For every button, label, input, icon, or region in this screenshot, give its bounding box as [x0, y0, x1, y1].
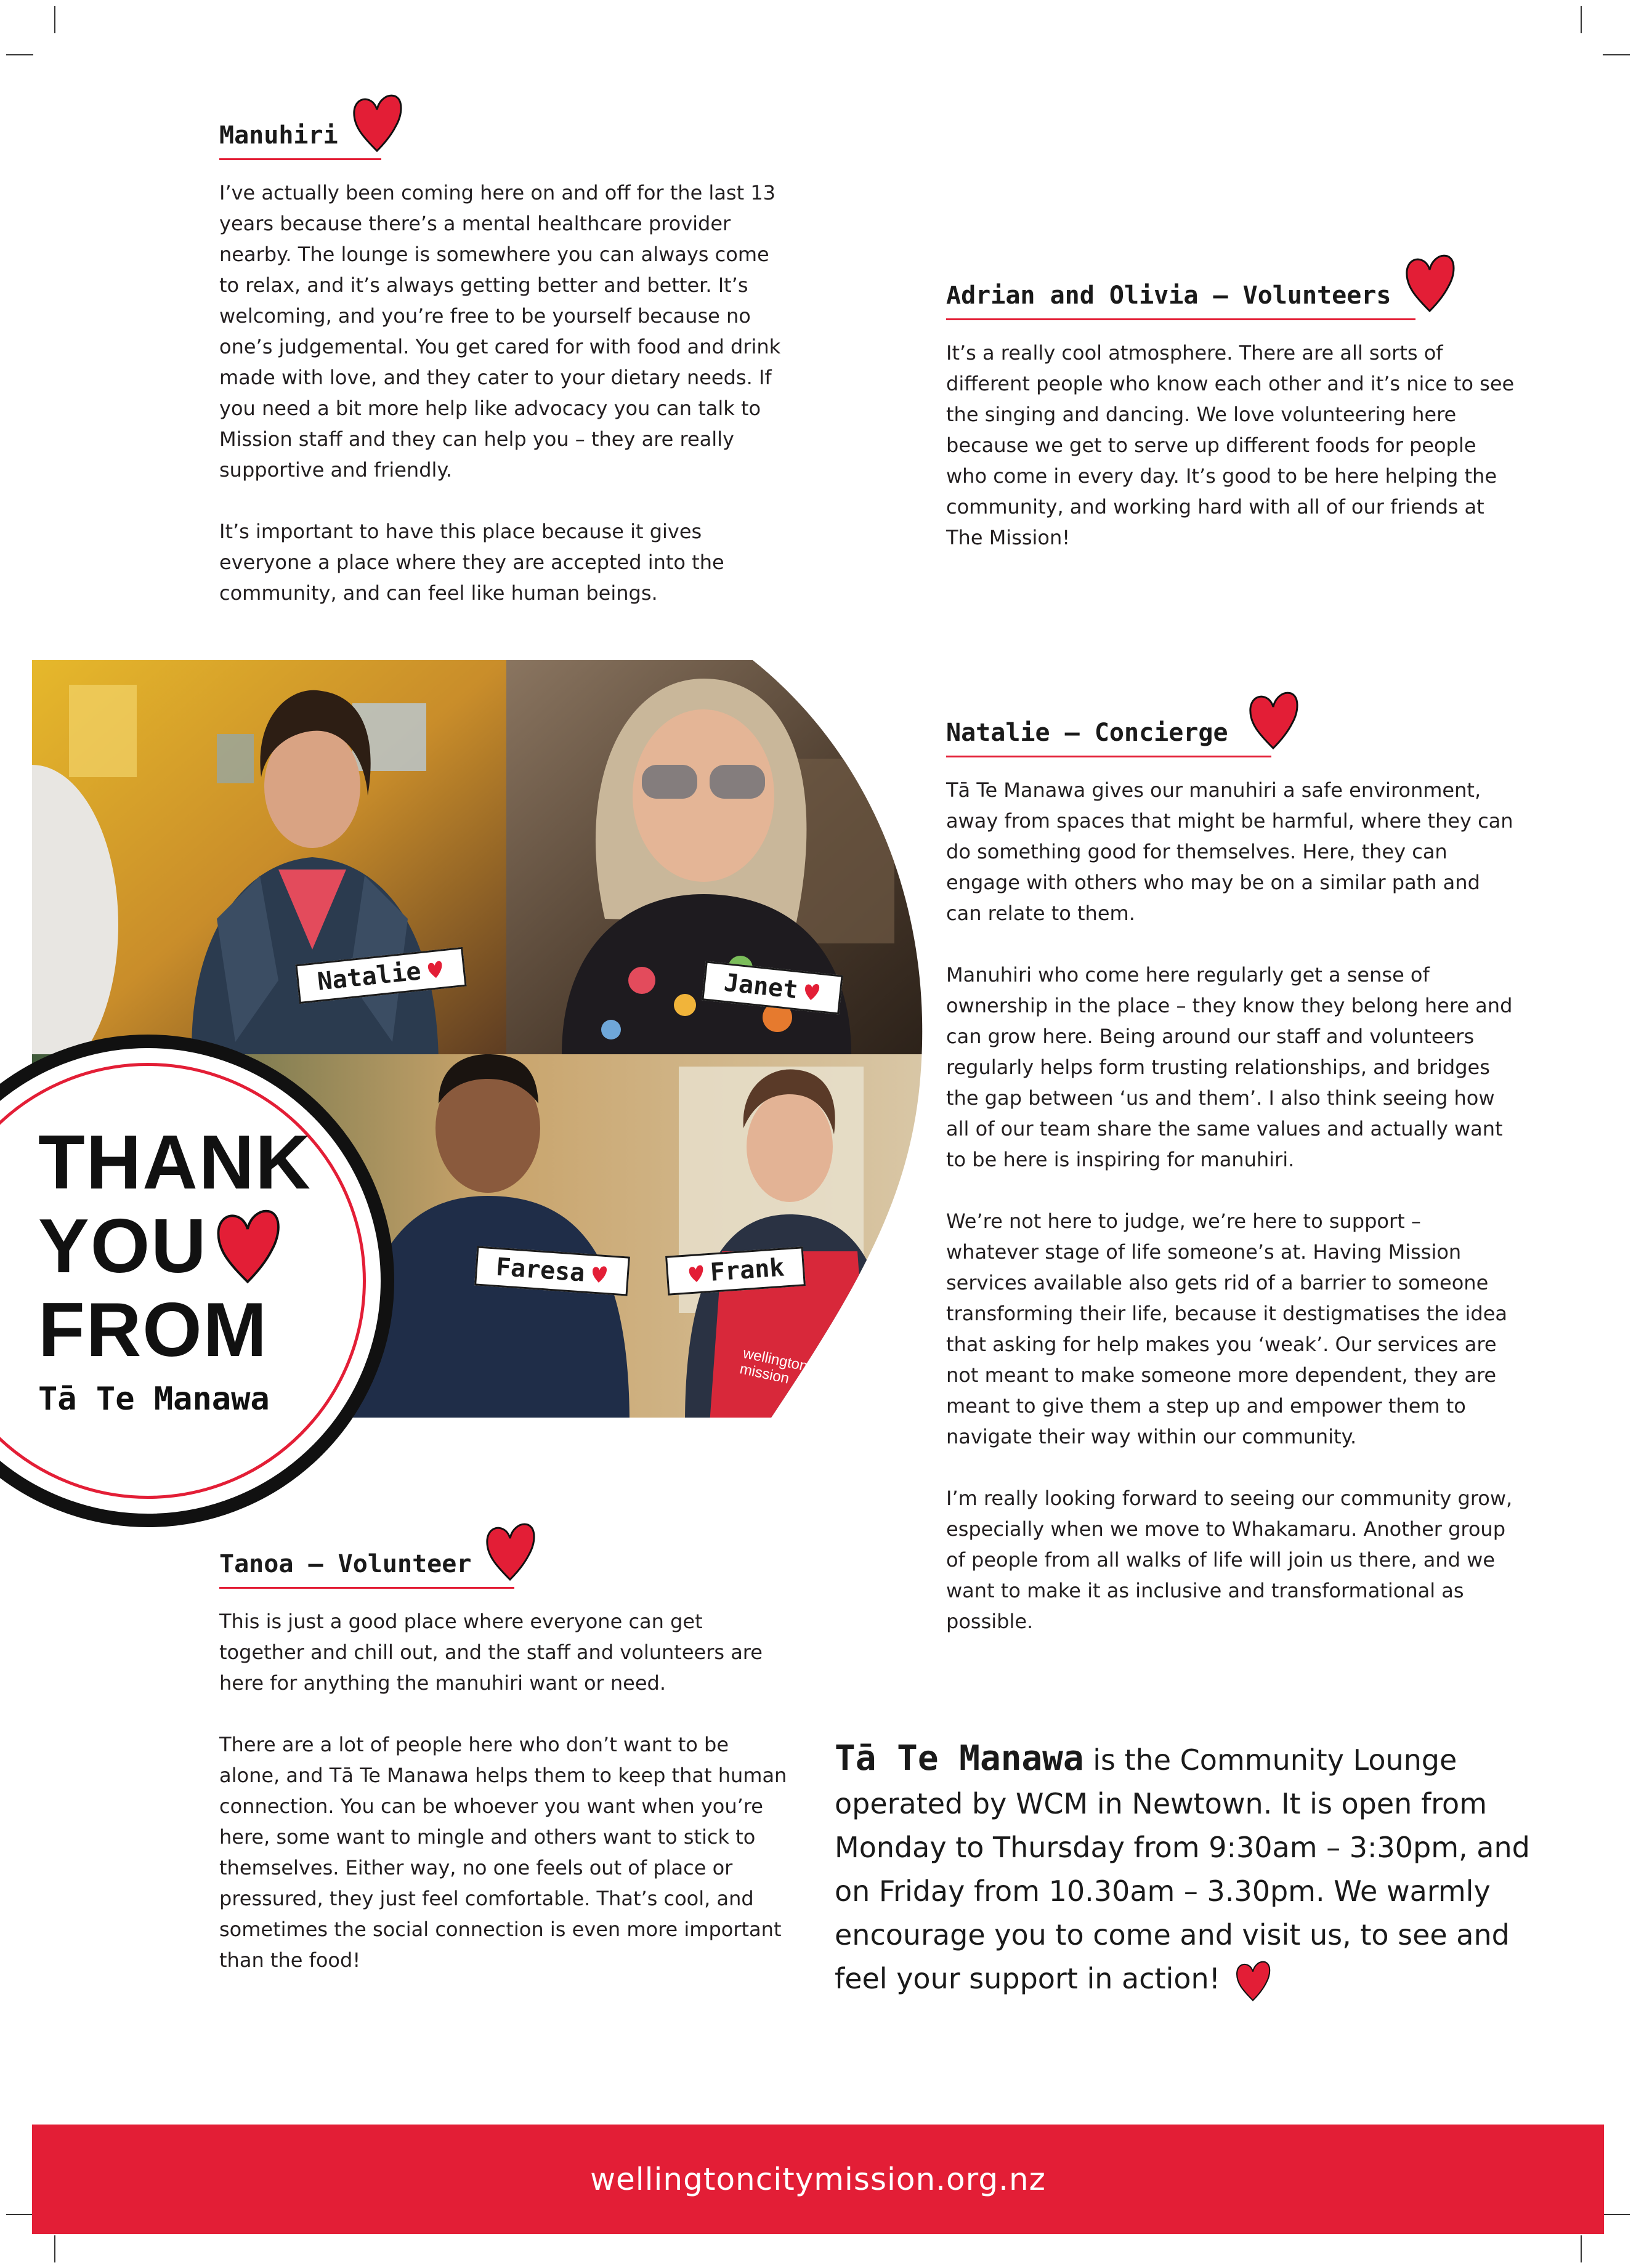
name-tag-label: Frank: [709, 1253, 785, 1287]
tanoa-paragraph: This is just a good place where everyone can get together and chill out, and the staff and volunteers are here for anything the manuhiri want or need.: [219, 1610, 763, 1695]
thank-you-subtitle: Tā Te Manawa: [38, 1381, 270, 1418]
tanoa-section: [219, 1521, 792, 1975]
manuhiri-paragraph: I’ve actually been coming here on and off for the last 13 years because there’s a mental healthcare provider nearby. The lounge is somewhere you can always come to relax, and it’s always getting better and better. It’s welcoming, and you’re free to be yourself because no one’s judgemental. You get cared for with food and drink made with love, and they cater to your dietary needs. If you need a bit more help like advocacy you can talk to Mission staff and they can help you – they are really supportive and friendly.: [219, 181, 781, 482]
adrian-olivia-heading-row: [946, 252, 1519, 320]
heart-icon: [802, 982, 822, 1002]
manuhiri-heading: Manuhiri: [219, 121, 381, 160]
crop-mark: [1603, 54, 1630, 55]
tanoa-body: [219, 1606, 792, 1975]
crop-mark: [1603, 2214, 1630, 2215]
thank-you-line-row: [38, 1205, 312, 1288]
community-lounge-callout: [835, 1737, 1543, 2004]
thank-you-line: THANK: [38, 1120, 312, 1205]
adrian-olivia-body: [946, 337, 1519, 553]
manuhiri-body: [219, 177, 792, 608]
tanoa-heading-row: [219, 1521, 792, 1589]
adrian-olivia-paragraph: It’s a really cool atmosphere. There are all sorts of different people who know each other and it’s nice to see the singing and dancing. We love volunteering here because we get to serve up different foods for people who come in every day. It’s good to be here helping the community, and working hard with all of our friends at The Mission!: [946, 341, 1515, 549]
footer-bar: [32, 2125, 1604, 2234]
natalie-heading: Natalie — Concierge: [946, 719, 1271, 757]
heart-icon: [425, 959, 445, 980]
heart-icon: [214, 1206, 281, 1286]
name-tag-label: Janet: [723, 968, 800, 1005]
natalie-body: [946, 775, 1519, 1637]
crop-mark: [54, 6, 55, 33]
adrian-olivia-section: [946, 252, 1519, 553]
tanoa-paragraph: There are a lot of people here who don’t want to be alone, and Tā Te Manawa helps them to keep that human connection. You can be whoever you want when you’re here, some want to mingle and others want to stick to themselves. Either way, no one feels out of place or pressured, they just feel comfortable. That’s cool, and sometimes the social connection is even more important than the food!: [219, 1733, 787, 1972]
crop-mark: [1581, 6, 1582, 33]
adrian-olivia-heading: Adrian and Olivia — Volunteers: [946, 281, 1415, 320]
heart-icon: [1234, 1958, 1271, 2004]
natalie-paragraph: I’m really looking forward to seeing our community grow, especially when we move to Whakamaru. Another group of people from all walks of life will join us there, and we want to make it as inclusive and transformational as possible.: [946, 1487, 1513, 1633]
heart-icon: [484, 1521, 537, 1583]
manuhiri-paragraph: It’s important to have this place because it gives everyone a place where they are accepted into the community, and can feel like human beings.: [219, 520, 724, 605]
crop-mark: [1581, 2235, 1582, 2262]
thank-you-title: [38, 1121, 312, 1372]
heart-icon: [686, 1264, 706, 1283]
thank-you-line: FROM: [38, 1288, 269, 1373]
name-tag-label: Natalie: [316, 957, 423, 996]
callout-text: is the Community Lounge operated by WCM in Newtown. It is open from Monday to Thursday from 9:30am – 3:30pm, and on Friday from 10.30am – 3.30pm. We warmly encourage you to come and visit us, to see and feel your support in action!: [835, 1743, 1530, 1995]
heart-icon: [589, 1264, 609, 1284]
crop-mark: [6, 54, 33, 55]
natalie-paragraph: We’re not here to judge, we’re here to support – whatever stage of life someone’s at. Having Mission services available also gets rid of a barrier to someone transforming their life, because it destigmatises the idea that asking for help makes you ‘weak’. Our services are not meant to make someone more dependent, they are meant to give them a step up and empower them to navigate their way within our community.: [946, 1209, 1507, 1448]
natalie-paragraph: Tā Te Manawa gives our manuhiri a safe environment, away from spaces that might be harmful, where they can do something good for themselves. Here, they can engage with others who may be on a similar path and can relate to them.: [946, 778, 1513, 925]
manuhiri-heading-row: [219, 92, 792, 160]
natalie-section: [946, 690, 1519, 1637]
crop-mark: [6, 2214, 33, 2215]
crop-mark: [54, 2235, 55, 2262]
tanoa-heading: Tanoa — Volunteer: [219, 1550, 514, 1589]
heart-icon: [350, 92, 403, 154]
heart-icon: [1247, 690, 1300, 751]
heart-icon: [1403, 252, 1456, 314]
natalie-heading-row: [946, 690, 1519, 757]
manuhiri-section: [219, 92, 792, 608]
callout-brand: Tā Te Manawa: [835, 1738, 1084, 1778]
name-tag-label: Faresa: [495, 1253, 586, 1288]
apron-print: wellington city mission: [738, 1344, 835, 1387]
thank-you-line: YOU: [38, 1204, 208, 1289]
footer-url[interactable]: wellingtoncitymission.org.nz: [590, 2161, 1046, 2197]
natalie-paragraph: Manuhiri who come here regularly get a sense of ownership in the place – they know they belong here and can grow here. Being around our staff and volunteers regularly helps form trusting relationships, and bridges the gap between ‘us and them’. I also think seeing how all of our team share the same values and actually want to be here is inspiring for manuhiri.: [946, 963, 1513, 1171]
